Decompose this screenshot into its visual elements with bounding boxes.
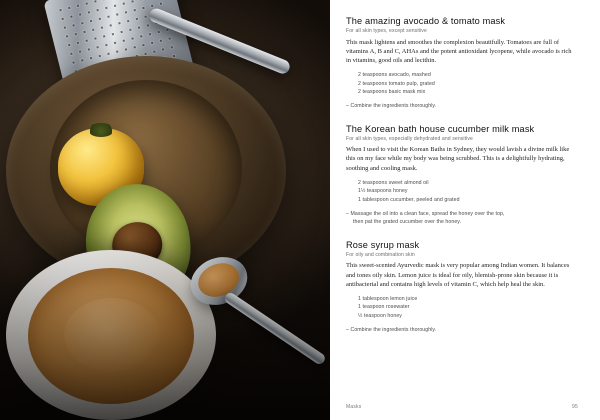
recipe-subtitle: For all skin types, especially dehydrated and sensitive	[346, 135, 473, 142]
ingredient-item: 1½ teaspoons honey	[358, 188, 408, 195]
ingredient-list	[358, 179, 578, 204]
footer-section-label: Masks	[346, 404, 362, 410]
ingredient-item: 2 teaspoons basic mask mix	[358, 89, 426, 95]
method-list	[346, 210, 578, 227]
page-number: 95	[572, 404, 578, 410]
recipe-block	[346, 240, 578, 335]
recipe-description: When I used to visit the Korean Baths in Sydney, they would lavish a divine milk like this on my face while my body was being scrubbed. This is a delightfully hydrating, soothing and cooling mask.	[346, 146, 570, 172]
recipe-title: The amazing avocado & tomato mask	[346, 16, 506, 26]
ingredient-item: 1 tablespoon lemon juice	[358, 295, 418, 302]
recipe-subtitle: For all skin types, except sensitive	[346, 28, 427, 34]
recipe-description: This mask lightens and smoothes the complexion beautifully. Tomatoes are full of vitamins A, B and C, AHAs and the potent antioxidant lycopene, while avocado is rich in vitamins, good oils and lecithin.	[346, 38, 572, 64]
recipe-title: Rose syrup mask	[346, 239, 420, 250]
method-line: then pat the grated cucumber over the honey.	[353, 219, 462, 226]
method-list	[346, 326, 578, 334]
tomato-stem	[88, 123, 114, 137]
method-line: – Combine the ingredients thoroughly.	[346, 103, 437, 110]
ingredient-item: ½ teaspoon honey	[358, 312, 402, 319]
recipe-title: The Korean bath house cucumber milk mask	[346, 123, 535, 134]
ingredient-item: 1 teaspoon rosewater	[358, 304, 410, 311]
method-list	[346, 102, 578, 110]
text-page	[330, 0, 600, 420]
ingredient-item: 2 teaspoons tomato pulp, grated	[358, 80, 435, 87]
recipe-block	[346, 124, 578, 227]
photo-vignette	[0, 220, 330, 420]
ingredient-item: 1 tablespoon cucumber, peeled and grated	[358, 196, 460, 203]
page-footer	[346, 404, 578, 410]
ingredient-item: 2 teaspoons avocado, mashed	[358, 72, 431, 79]
recipe-description: This sweet-scented Ayurvedic mask is very popular among Indian women. It balances and tones oily skin. Lemon juice is ideal for oily, blemish-prone skin because it is antibacterial and contains high levels of vitamin C, which help heal the skin.	[346, 262, 570, 288]
recipe-subtitle: For oily and combination skin	[346, 251, 415, 258]
method-line: – Massage the oil into a clean face, spread the honey over the top,	[346, 211, 505, 218]
method-line: – Combine the ingredients thoroughly.	[346, 327, 437, 334]
recipe-block	[346, 16, 578, 111]
ingredient-item: 2 teaspoons sweet almond oil	[358, 179, 429, 186]
ingredient-list	[358, 295, 578, 320]
ingredient-list	[358, 71, 578, 96]
